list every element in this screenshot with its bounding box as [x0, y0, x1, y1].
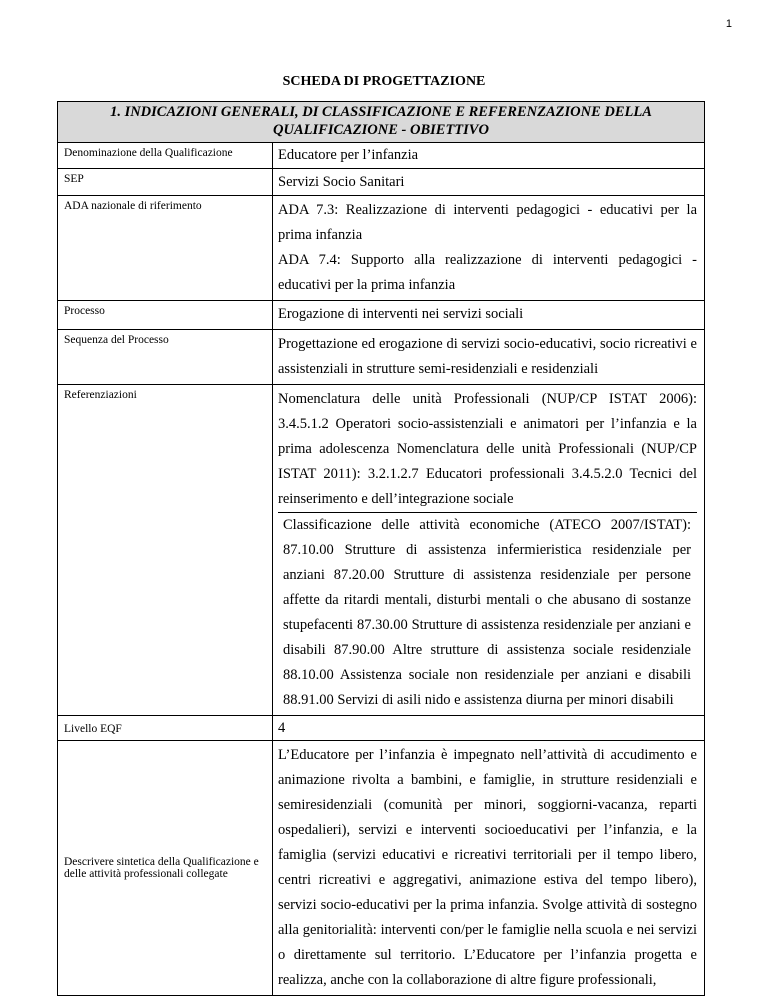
row-denominazione [58, 143, 704, 169]
row-value [273, 385, 703, 715]
row-value: Servizi Socio Sanitari [278, 174, 405, 190]
row-referenziazioni [58, 385, 704, 716]
ateco-references: Classificazione delle attività economiche (ATECO 2007/ISTAT): 87.10.00 Strutture di assistenza infermieristica residenziale per anziani 87.20.00 Strutture di assistenza residenziale per persone affette da ritardi mentali, disturbi mentali o che abusano di sostanze stupefacenti 87.30.00 Strutture di assistenza residenziale per anziani e disabili 87.90.00 Altre strutture di assistenza sociale residenziale 88.10.00 Assistenza sociale non residenziale per anziani e disabili 88.91.00 Servizi di asili nido e assistenza diurna per minori disabili [278, 512, 697, 713]
qualification-table [57, 101, 705, 996]
row-sep [58, 169, 704, 196]
row-label: ADA nazionale di riferimento [58, 196, 273, 300]
row-label: Livello EQF [58, 716, 273, 740]
row-value: Educatore per l’infanzia [278, 147, 419, 163]
row-sequenza [58, 330, 704, 385]
row-label: SEP [58, 169, 273, 195]
document-title: SCHEDA DI PROGETTAZIONE [282, 74, 486, 89]
row-value [273, 196, 703, 300]
row-processo [58, 301, 704, 330]
row-label: Referenziazioni [58, 385, 273, 715]
row-value: Erogazione di interventi nei servizi sociali [278, 306, 524, 322]
row-label: Processo [58, 301, 273, 329]
row-value: L’Educatore per l’infanzia è impegnato nell’attività di accudimento e animazione rivolta a bambini, e famiglie, in strutture residenziali e semiresidenziali (comunità per minori, soggiorni-vacanza, reparti ospedalieri), servizi e interventi socioeducativi per l’infanzia, e la famiglia (servizi educativi e ricreativi territoriali per il tempo libero, centri ricreativi e aggregativi, animazione estiva del tempo libero), servizi socio-educativi per la prima infanzia. Svolge attività di sostegno alla genitorialità: interventi con/per le famiglie nella scuola e nei servizi o direttamente sul territorio. L’Educatore per l’infanzia progetta e realizza, anche con la collaborazione di altre figure professionali, [278, 747, 697, 988]
row-livello [58, 716, 704, 741]
section-header: 1. INDICAZIONI GENERALI, DI CLASSIFICAZIONE E REFERENZAZIONE DELLA QUALIFICAZIONE - OBIETTIVO [58, 102, 704, 143]
page-number: 1 [725, 18, 732, 30]
row-label: Descrivere sintetica della Qualificazione e delle attività professionali collegate [58, 741, 273, 995]
ada-item: ADA 7.4: Supporto alla realizzazione di interventi pedagogici - educativi per la prima infanzia [278, 252, 697, 293]
row-label: Sequenza del Processo [58, 330, 273, 384]
row-value: 4 [278, 720, 286, 736]
row-value: Progettazione ed erogazione di servizi socio-educativi, socio ricreativi e assistenziali in strutture semi-residenziali e residenziali [278, 336, 697, 377]
nup-references: Nomenclatura delle unità Professionali (NUP/CP ISTAT 2006): 3.4.5.1.2 Operatori socio-assistenziali e animatori per l’infanzia e la prima adolescenza Nomenclatura delle unità Professionali (NUP/CP ISTAT 2011): 3.2.1.2.7 Educatori professionali 3.4.5.2.0 Tecnici del reinserimento e dell’integrazione sociale [278, 391, 697, 507]
row-descrizione [58, 741, 704, 995]
ada-item: ADA 7.3: Realizzazione di interventi pedagogici - educativi per la prima infanzia [278, 202, 697, 243]
row-ada [58, 196, 704, 301]
row-label: Denominazione della Qualificazione [58, 143, 273, 168]
